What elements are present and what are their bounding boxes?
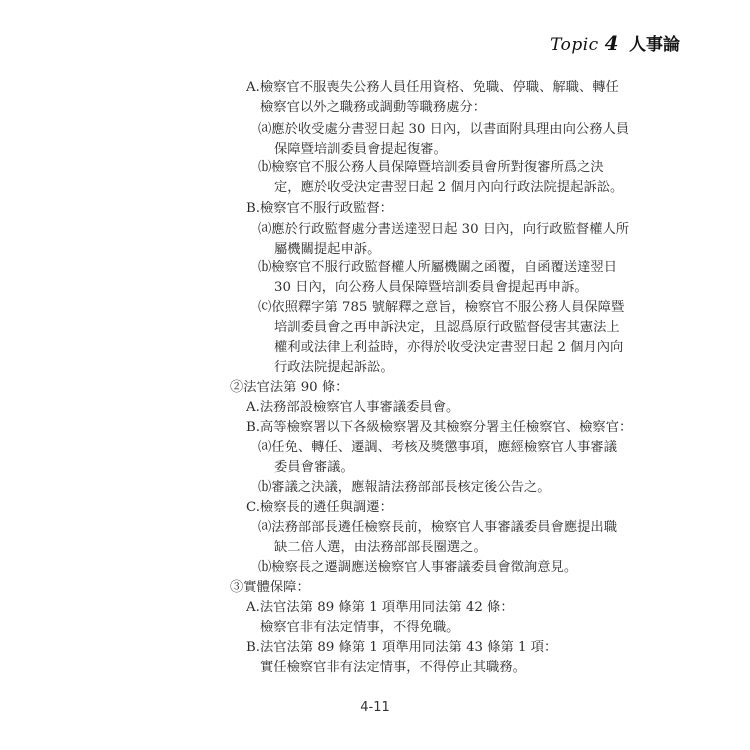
section-2-heading: ②法官法第 90 條： bbox=[230, 380, 349, 395]
sub-item-a-cont: 屬機關提起申訴。 bbox=[274, 242, 381, 257]
item-b-line: B.檢察官不服行政監督： bbox=[246, 201, 393, 216]
sub-item-b-cont: 30 日內，向公務人員保障暨培訓委員會提起再申訴。 bbox=[274, 280, 588, 295]
item-b-line: B.高等檢察署以下各級檢察署及其檢察分署主任檢察官、檢察官： bbox=[246, 420, 633, 435]
topic-label: Topic 4 bbox=[550, 31, 619, 55]
item-a-cont: 檢察官非有法定情事，不得免職。 bbox=[260, 620, 460, 635]
sub-item-c-cont: 權利或法律上利益時，亦得於收受決定書翌日起 2 個月內向 bbox=[274, 340, 624, 355]
sub-item-a: ⒜應於收受處分書翌日起 30 日內，以書面附具理由向公務人員 bbox=[258, 122, 630, 137]
sub-item-c-cont: 行政法院提起訴訟。 bbox=[274, 360, 394, 375]
sub-item-c-cont: 培訓委員會之再申訴決定，且認爲原行政監督侵害其憲法上 bbox=[274, 320, 620, 335]
item-c-line: C.檢察長的遴任與調遷： bbox=[246, 500, 393, 515]
item-a-line: A.法務部設檢察官人事審議委員會。 bbox=[246, 400, 460, 415]
sub-item-b: ⒝檢察官不服公務人員保障暨培訓委員會所對復審所爲之決 bbox=[258, 160, 604, 175]
item-a-line: A.法官法第 89 條第 1 項準用同法第 42 條： bbox=[246, 600, 514, 615]
sub-item-a: ⒜法務部部長遴任檢察長前，檢察官人事審議委員會應提出職 bbox=[258, 520, 618, 535]
sub-item-b: ⒝審議之決議，應報請法務部部長核定後公告之。 bbox=[258, 480, 551, 495]
item-b-cont: 實任檢察官非有法定情事，不得停止其職務。 bbox=[260, 660, 526, 675]
item-b-line: B.法官法第 89 條第 1 項準用同法第 43 條第 1 項： bbox=[246, 640, 558, 655]
sub-item-b: ⒝檢察長之遷調應送檢察官人事審議委員會徵詢意見。 bbox=[258, 560, 578, 575]
sub-item-a-cont: 委員會審議。 bbox=[274, 460, 354, 475]
section-3-heading: ③實體保障： bbox=[230, 580, 310, 595]
page-number: 4-11 bbox=[360, 700, 390, 715]
chapter-title: 人事論 bbox=[629, 35, 680, 55]
sub-item-a: ⒜應於行政監督處分書送達翌日起 30 日內，向行政監督權人所 bbox=[258, 222, 630, 237]
sub-item-a-cont: 缺二倍人選，由法務部部長圈選之。 bbox=[274, 540, 487, 555]
item-a-line: A.檢察官不服喪失公務人員任用資格、免職、停職、解職、轉任 bbox=[246, 80, 619, 95]
sub-item-a: ⒜任免、轉任、遷調、考核及獎懲事項，應經檢察官人事審議 bbox=[258, 440, 618, 455]
sub-item-c: ⒞依照釋字第 785 號解釋之意旨，檢察官不服公務人員保障暨 bbox=[258, 300, 625, 315]
sub-item-a-cont: 保障暨培訓委員會提起復審。 bbox=[274, 142, 447, 157]
item-a-cont: 檢察官以外之職務或調動等職務處分： bbox=[260, 100, 487, 115]
sub-item-b-cont: 定，應於收受決定書翌日起 2 個月內向行政法院提起訴訟。 bbox=[274, 180, 624, 195]
sub-item-b: ⒝檢察官不服行政監督權人所屬機關之函覆，自函覆送達翌日 bbox=[258, 260, 618, 275]
